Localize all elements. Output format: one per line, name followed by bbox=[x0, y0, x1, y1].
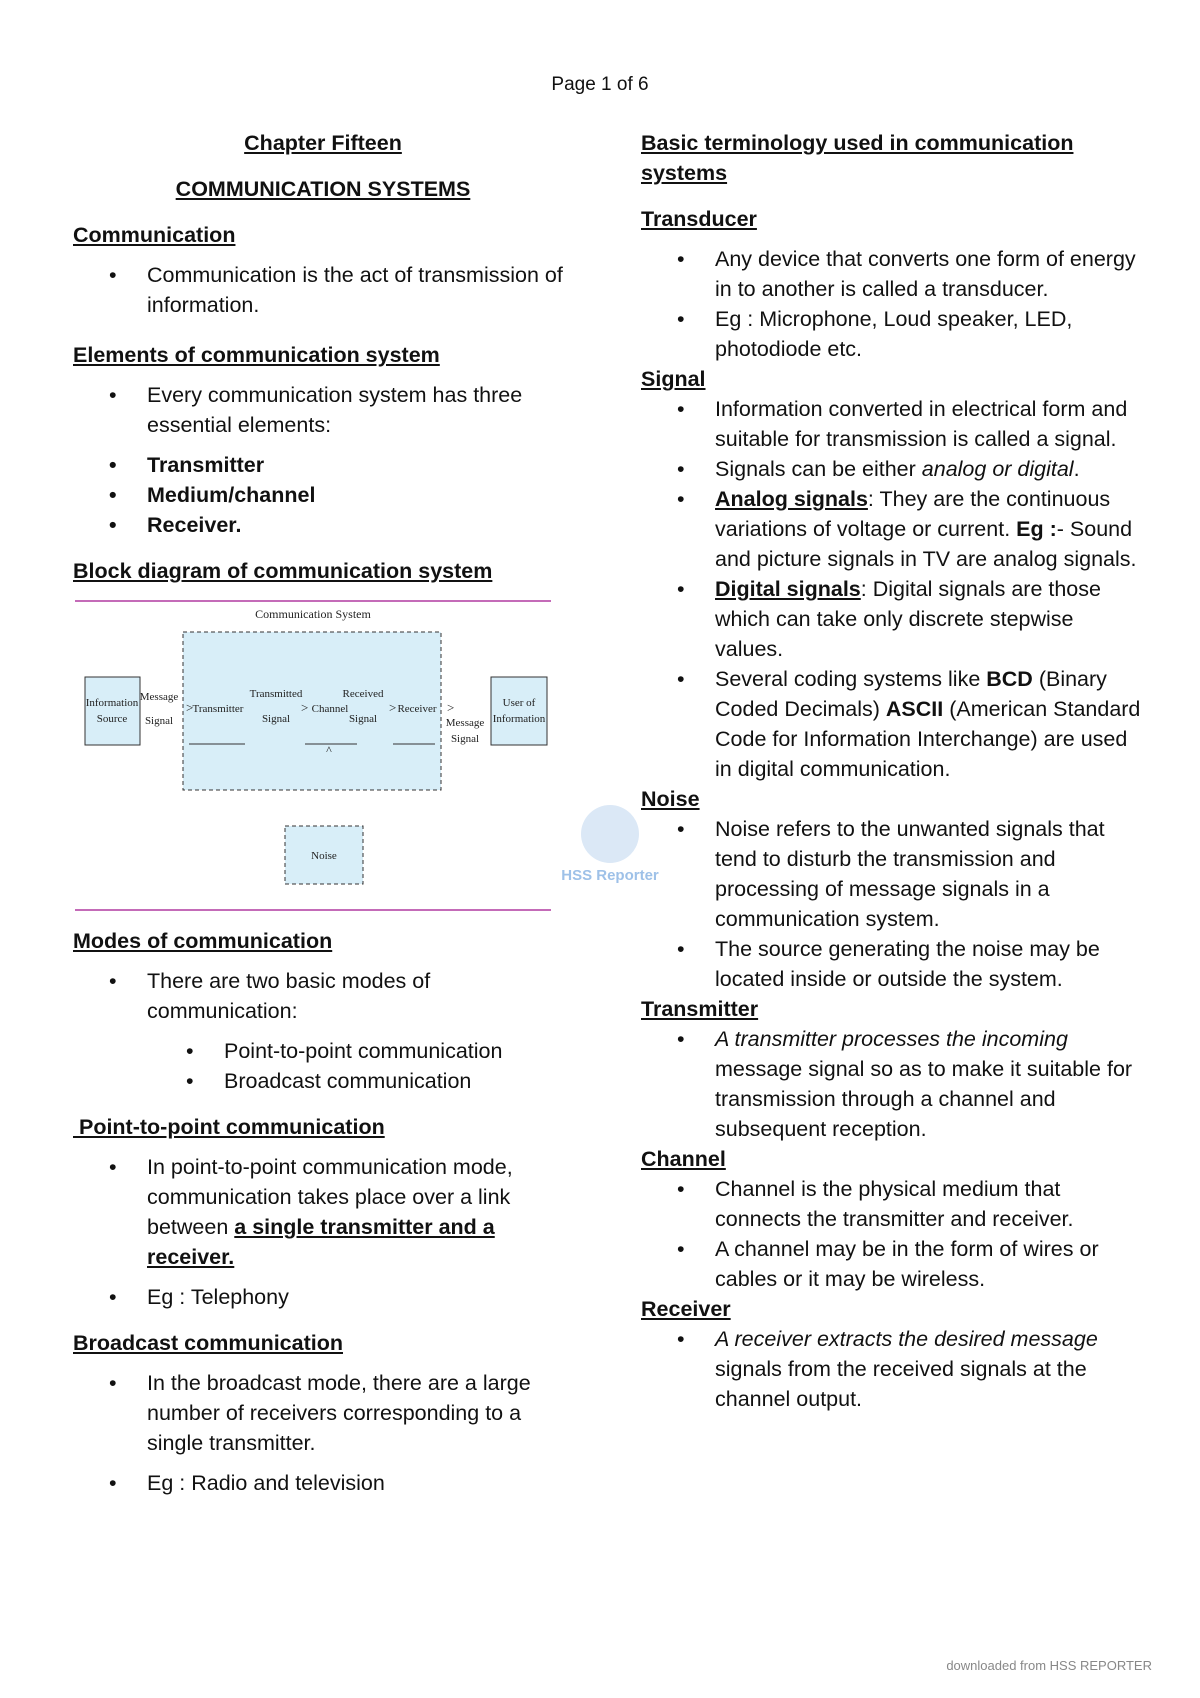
arrow-4: > bbox=[447, 700, 455, 715]
received-signal-2: Signal bbox=[348, 713, 378, 725]
footer-note: downloaded from HSS REPORTER bbox=[946, 1658, 1152, 1673]
transmitted-signal-2: Signal bbox=[261, 713, 291, 725]
signal-b2-prefix: Signals can be either bbox=[715, 457, 922, 481]
list-item: • There are two basic modes of communication: bbox=[73, 966, 573, 1026]
block-diagram bbox=[73, 596, 553, 916]
information-source-box bbox=[85, 677, 140, 745]
receiver-label: Receiver bbox=[397, 703, 437, 715]
list-item bbox=[641, 1024, 1141, 1144]
system-label: Communication System bbox=[255, 607, 371, 621]
list-item: • In the broadcast mode, there are a large number of receivers corresponding to a single transmitter. bbox=[73, 1368, 573, 1458]
channel-list bbox=[641, 1174, 1141, 1294]
list-item bbox=[641, 664, 1141, 784]
list-item: • Every communication system has three essential elements: bbox=[73, 380, 573, 440]
list-item bbox=[73, 1152, 573, 1272]
analog-eg: Eg : bbox=[1016, 517, 1057, 541]
list-item bbox=[641, 574, 1141, 664]
information-source-label-2: Source bbox=[96, 713, 128, 725]
analog-eg-text: - Sound and picture signals in TV are analog signals. bbox=[715, 517, 1137, 571]
elements-intro-list bbox=[73, 380, 573, 440]
transmitter-label: Transmitter bbox=[192, 703, 244, 715]
communication-list bbox=[73, 260, 573, 320]
information-source-label-1: Information bbox=[85, 697, 139, 709]
arrow-1: > bbox=[186, 700, 194, 715]
arrow-3: > bbox=[389, 700, 397, 715]
noise-arrow: ^ bbox=[326, 743, 332, 757]
left-column bbox=[73, 128, 573, 1498]
coding-suffix: (American Standard Code for Information Interchange) are used in digital communication. bbox=[715, 697, 1141, 781]
message-signal-out-1: Message bbox=[445, 717, 485, 729]
receiver-heading: Receiver bbox=[641, 1297, 731, 1321]
point-to-point-list bbox=[73, 1152, 573, 1272]
receiver-list bbox=[641, 1324, 1141, 1414]
noise-heading: Noise bbox=[641, 787, 700, 811]
receiver-text: signals from the received signals at the channel output. bbox=[715, 1357, 1087, 1411]
list-item bbox=[641, 484, 1141, 574]
coding-prefix: Several coding systems like bbox=[715, 667, 987, 691]
block-diagram-heading: Block diagram of communication system bbox=[73, 559, 493, 583]
list-item: • Point-to-point communication bbox=[73, 1036, 573, 1066]
page-number: Page 1 of 6 bbox=[551, 74, 649, 95]
list-item: • Any device that converts one form of energy in to another is called a transducer. bbox=[641, 244, 1141, 304]
transducer-heading: Transducer bbox=[641, 207, 757, 231]
digital-text: : Digital signals are those which can take only discrete stepwise values. bbox=[715, 577, 1101, 661]
list-item: • Channel is the physical medium that connects the transmitter and receiver. bbox=[641, 1174, 1141, 1234]
elements-heading: Elements of communication system bbox=[73, 343, 440, 367]
list-item: • Transmitter bbox=[73, 450, 573, 480]
list-item: • Eg : Microphone, Loud speaker, LED, photodiode etc. bbox=[641, 304, 1141, 364]
list-item: • Noise refers to the unwanted signals that tend to disturb the transmission and processing of message signals in a communication system. bbox=[641, 814, 1141, 934]
list-item bbox=[641, 1324, 1141, 1414]
user-of-information-box bbox=[491, 677, 547, 745]
elements-list bbox=[73, 450, 573, 540]
list-item: • Communication is the act of transmission of information. bbox=[73, 260, 573, 320]
list-item: • The source generating the noise may be located inside or outside the system. bbox=[641, 934, 1141, 994]
analog-label: Analog signals bbox=[715, 487, 868, 511]
message-signal-out-2: Signal bbox=[450, 733, 480, 745]
point-to-point-heading: Point-to-point communication bbox=[73, 1115, 385, 1139]
transmitter-text: message signal so as to make it suitable for transmission through a channel and subsequent reception. bbox=[715, 1057, 1133, 1141]
list-item bbox=[641, 454, 1141, 484]
message-signal-in-1: Message bbox=[139, 691, 179, 703]
list-item: • Eg : Radio and television bbox=[73, 1468, 573, 1498]
signal-list bbox=[641, 394, 1141, 784]
signal-b2-italic: analog or digital bbox=[921, 457, 1074, 481]
point-to-point-text: In point-to-point communication mode, communication takes place over a link between bbox=[147, 1155, 513, 1239]
bcd: BCD bbox=[986, 667, 1033, 691]
list-item: • A channel may be in the form of wires or cables or it may be wireless. bbox=[641, 1234, 1141, 1294]
broadcast-list bbox=[73, 1368, 573, 1458]
block-diagram-svg bbox=[73, 596, 553, 916]
modes-list bbox=[73, 966, 573, 1026]
watermark bbox=[540, 805, 680, 884]
signal-b2-suffix: . bbox=[1073, 457, 1080, 481]
broadcast-example-list bbox=[73, 1468, 573, 1498]
transmitter-heading: Transmitter bbox=[641, 997, 759, 1021]
message-signal-in-2: Signal bbox=[144, 715, 174, 727]
point-to-point-emphasis: a single transmitter and a receiver. bbox=[147, 1215, 495, 1269]
list-item: • Broadcast communication bbox=[73, 1066, 573, 1096]
transmitted-signal-1: Transmitted bbox=[249, 688, 303, 700]
list-item: • Receiver. bbox=[73, 510, 573, 540]
communication-heading: Communication bbox=[73, 223, 236, 247]
noise-list bbox=[641, 814, 1141, 994]
list-item: • Information converted in electrical form and suitable for transmission is called a signal. bbox=[641, 394, 1141, 454]
modes-sublist bbox=[73, 1036, 573, 1096]
chapter-heading: Chapter Fifteen bbox=[244, 131, 402, 155]
ascii: ASCII bbox=[885, 697, 944, 721]
list-item: • Medium/channel bbox=[73, 480, 573, 510]
chapter-title: COMMUNICATION SYSTEMS bbox=[175, 177, 471, 201]
signal-heading: Signal bbox=[641, 367, 706, 391]
transmitter-list bbox=[641, 1024, 1141, 1144]
transducer-list bbox=[641, 244, 1141, 364]
terminology-heading: Basic terminology used in communication systems bbox=[641, 131, 1074, 185]
right-column bbox=[641, 128, 1141, 1414]
point-to-point-example-list bbox=[73, 1282, 573, 1312]
digital-label: Digital signals bbox=[715, 577, 861, 601]
received-signal-1: Received bbox=[342, 688, 384, 700]
receiver-italic: A receiver extracts the desired message bbox=[715, 1327, 1098, 1351]
transmitter-italic: A transmitter processes the incoming bbox=[715, 1027, 1068, 1051]
list-item: • Eg : Telephony bbox=[73, 1282, 573, 1312]
watermark-text: HSS Reporter bbox=[561, 867, 659, 884]
pen-logo-icon bbox=[581, 805, 639, 863]
analog-text: : They are the continuous variations of voltage or current. bbox=[715, 487, 1111, 541]
coding-mid: (Binary Coded Decimals) bbox=[715, 667, 1107, 721]
user-of-information-2: Information bbox=[492, 713, 546, 725]
arrow-2: > bbox=[301, 700, 309, 715]
channel-label: Channel bbox=[311, 703, 349, 715]
broadcast-heading: Broadcast communication bbox=[73, 1331, 343, 1355]
user-of-information-1: User of bbox=[502, 697, 536, 709]
modes-heading: Modes of communication bbox=[73, 929, 333, 953]
channel-heading: Channel bbox=[641, 1147, 726, 1171]
noise-label: Noise bbox=[311, 850, 337, 862]
